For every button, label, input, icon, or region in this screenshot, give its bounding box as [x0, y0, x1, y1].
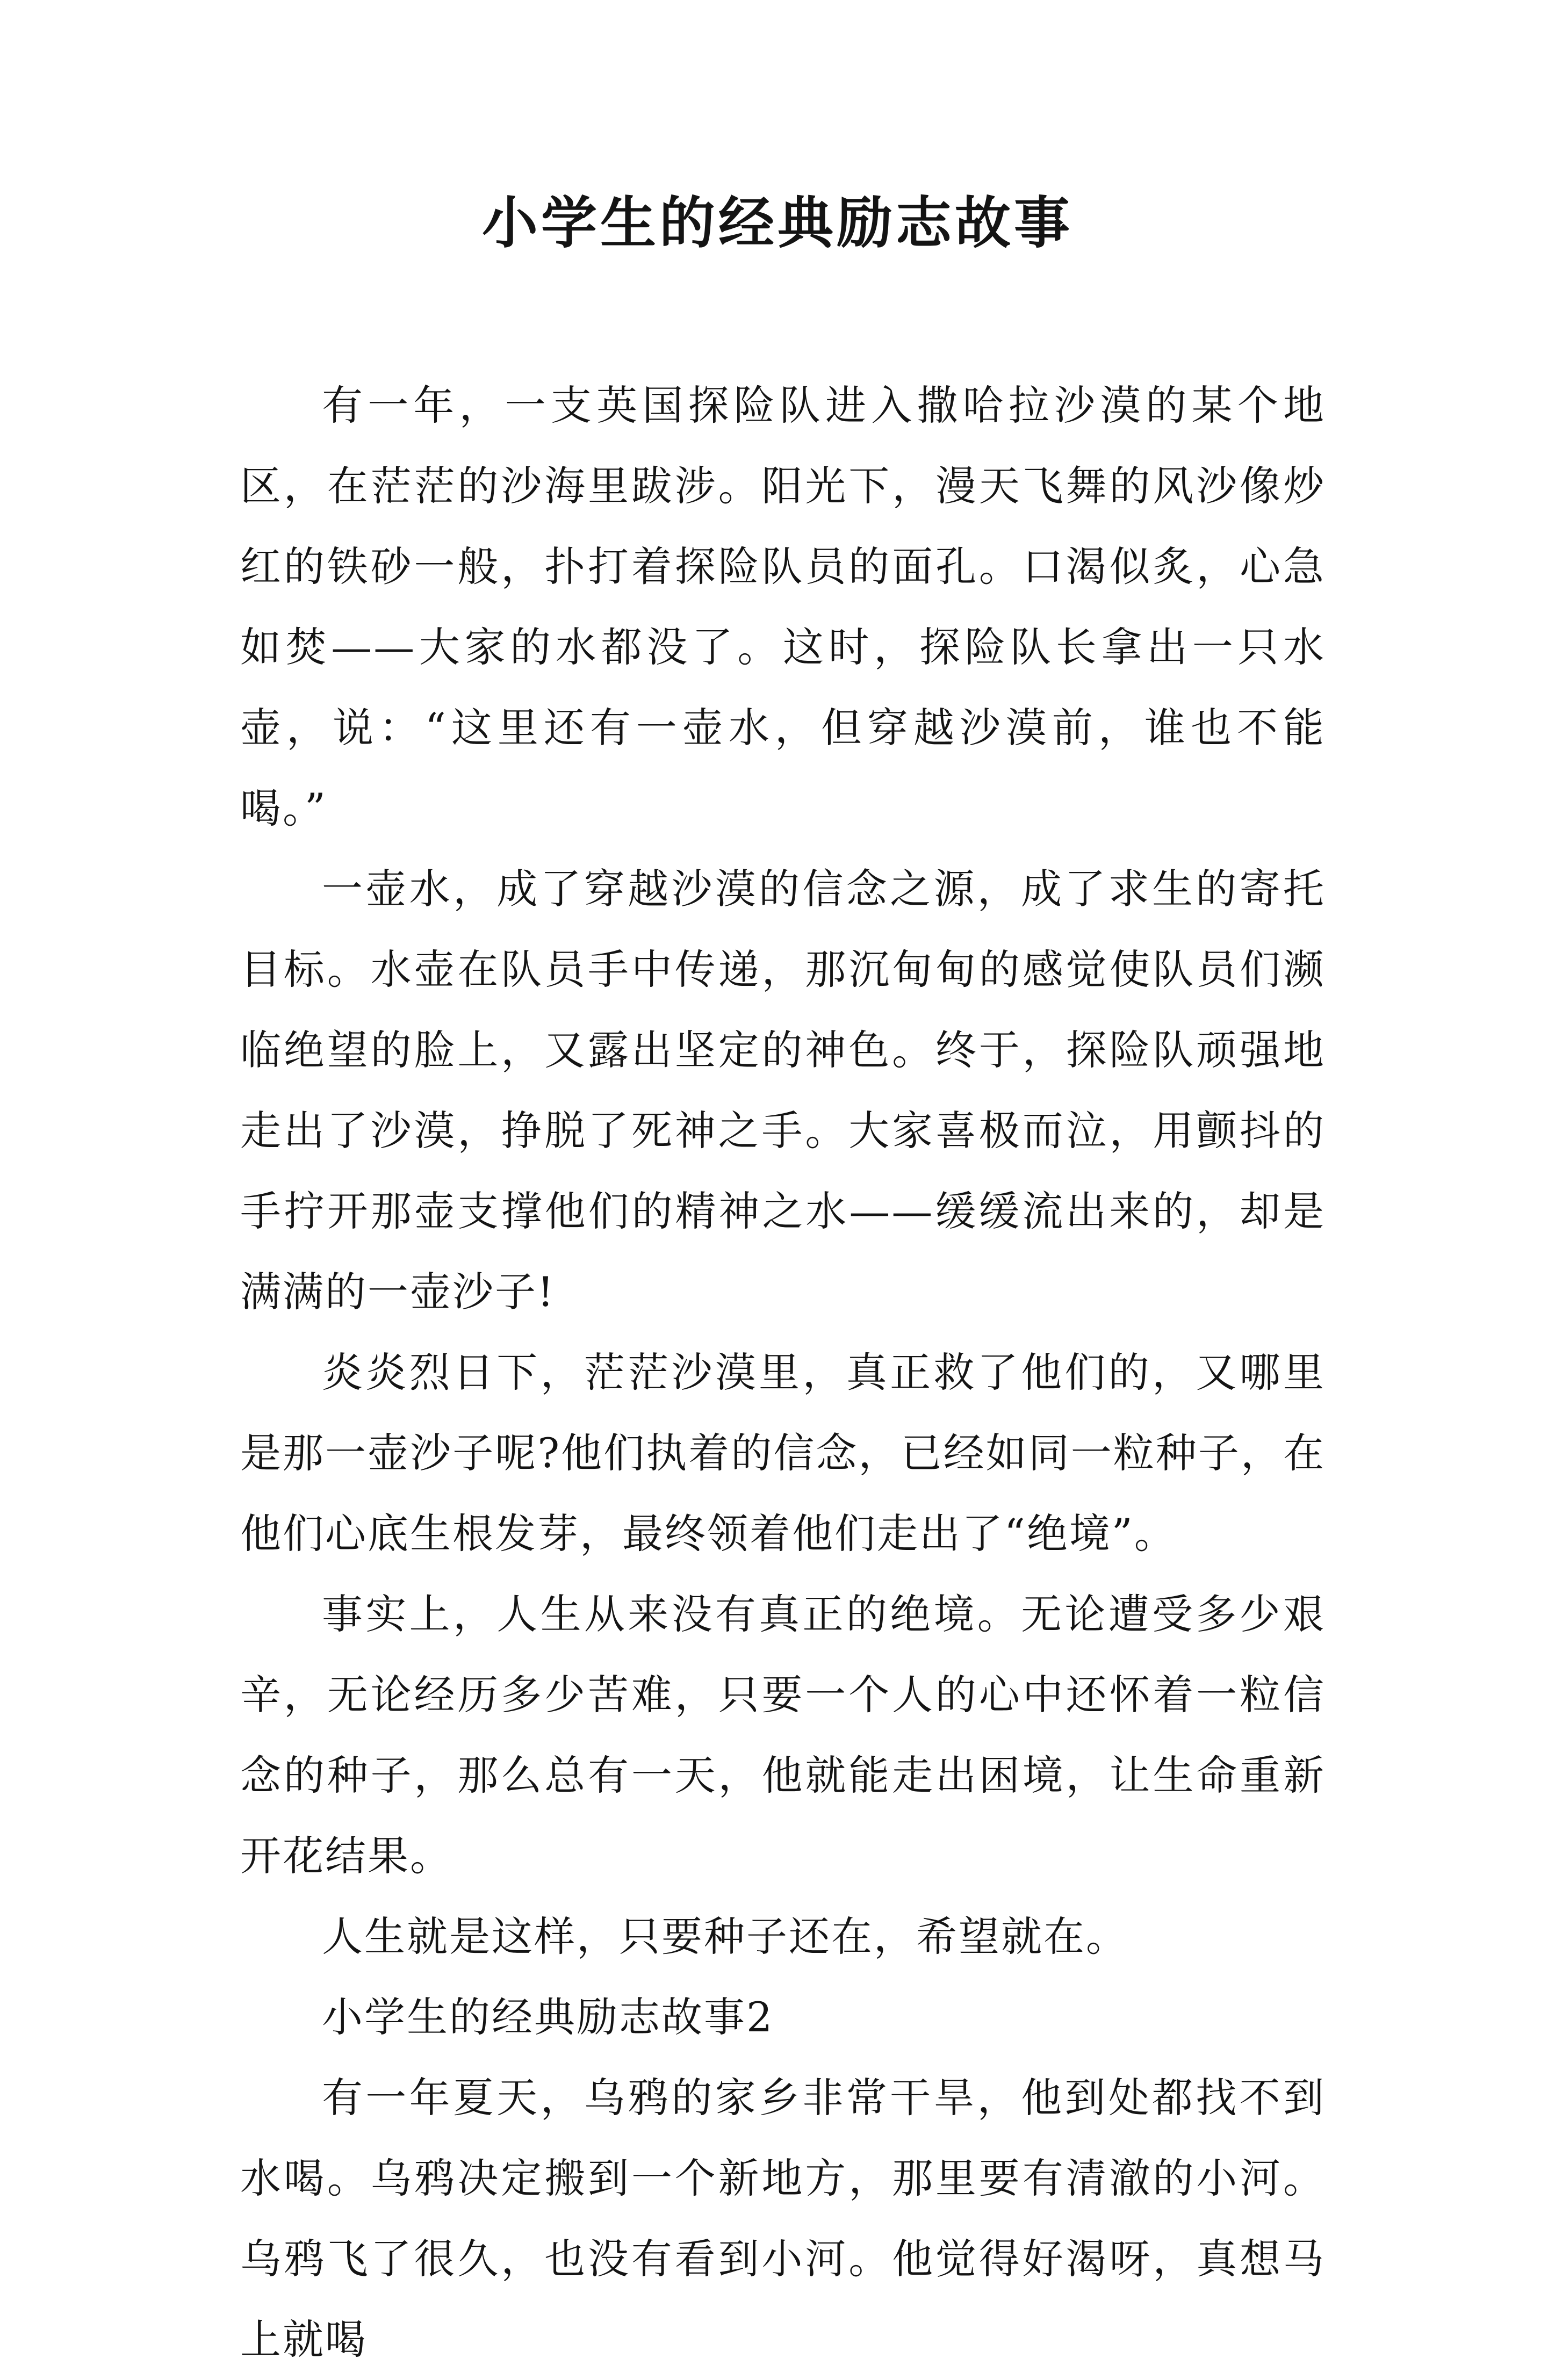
paragraph-2: 一壶水，成了穿越沙漠的信念之源，成了求生的寄托目标。水壶在队员手中传递，那沉甸甸的感觉使队员们濒临绝望的脸上，又露出坚定的神色。终于，探险队顽强地走出了沙漠，挣脱了死神之手。大家喜极而泣，用颤抖的手拧开那壶支撑他们的精神之水——缓缓流出来的，却是满满的一壶沙子!: [240, 865, 1326, 1316]
paragraph-5: 人生就是这样，只要种子还在，希望就在。: [322, 1913, 1128, 1960]
document-title: 小学生的经典励志故事: [481, 190, 1073, 256]
paragraph-6: 有一年夏天，乌鸦的家乡非常干旱，他到处都找不到水喝。乌鸦决定搬到一个新地方，那里要有清澈的小河。乌鸦飞了很久，也没有看到小河。他觉得好渴呀，真想马上就喝: [240, 2074, 1326, 2363]
document-body: [240, 365, 1326, 2380]
section-heading-2: 小学生的经典励志故事2: [322, 1993, 774, 2041]
paragraph-3: 炎炎烈日下，茫茫沙漠里，真正救了他们的，又哪里是那一壶沙子呢?他们执着的信念，已经如同一粒种子，在他们心底生根发芽，最终领着他们走出了“绝境”。: [240, 1348, 1326, 1557]
paragraph-4: 事实上，人生从来没有真正的绝境。无论遭受多少艰辛，无论经历多少苦难，只要一个人的心中还怀着一粒信念的种子，那么总有一天，他就能走出困境，让生命重新开花结果。: [240, 1590, 1326, 1880]
paragraph-1: 有一年，一支英国探险队进入撒哈拉沙漠的某个地区，在茫茫的沙海里跋涉。阳光下，漫天飞舞的风沙像炒红的铁砂一般，扑打着探险队员的面孔。口渴似炙，心急如焚——大家的水都没了。这时，探险队长拿出一只水壶，说：“这里还有一壶水，但穿越沙漠前，谁也不能喝。”: [240, 381, 1326, 832]
